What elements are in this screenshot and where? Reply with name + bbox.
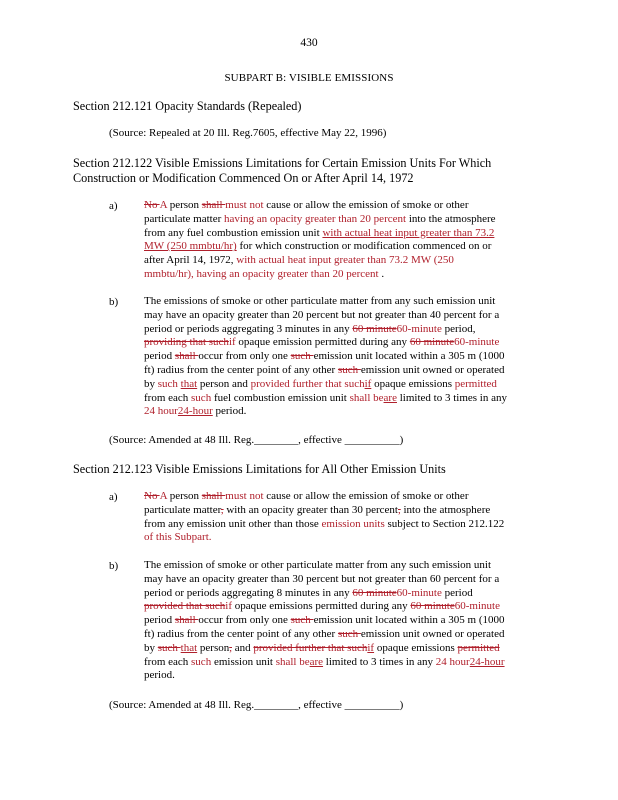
text-run: emission unit: [211, 655, 276, 668]
deleted-text: provided that such: [144, 600, 226, 613]
text-line: [144, 213, 564, 227]
text-run: and: [232, 641, 254, 654]
text-line: [144, 518, 564, 532]
text-run: by: [144, 641, 158, 654]
inserted-text: shall be: [275, 655, 310, 668]
section-212-122-paragraph-b: [144, 295, 564, 419]
text-run: particulate matter: [144, 503, 221, 516]
inserted-text: mmbtu/hr), having an opacity greater than 20 percent: [144, 267, 379, 280]
text-run: after April 14, 1972,: [144, 254, 237, 267]
inserted-text: are: [383, 391, 397, 404]
inserted-text: with actual heat input greater than 73.2: [322, 226, 495, 239]
text-run: period: [144, 614, 175, 627]
text-run: person: [197, 641, 230, 654]
text-run: limited to 3 times in any: [323, 655, 436, 668]
section-212-122-paragraph-a: [144, 199, 564, 282]
text-run: .: [378, 267, 385, 280]
text-line: [144, 559, 564, 573]
inserted-text: if: [367, 641, 375, 654]
inserted-text: must not: [225, 490, 264, 502]
deleted-text: such: [337, 363, 361, 376]
text-line: [144, 227, 564, 241]
text-line: [144, 669, 564, 683]
deleted-text: such: [290, 350, 314, 363]
inserted-text: permitted: [454, 377, 497, 390]
text-line: [144, 628, 564, 642]
text-line: [144, 295, 564, 309]
deleted-text: 60 minute: [410, 600, 455, 613]
inserted-text: are: [309, 655, 324, 668]
deleted-text: provided further that such: [253, 641, 368, 654]
deleted-text: shall: [201, 490, 226, 502]
text-run: period or periods aggregating 3 minutes in any: [144, 322, 353, 335]
text-run: from each: [144, 655, 192, 668]
text-line: [144, 656, 564, 670]
text-run: opaque emissions: [374, 641, 458, 654]
text-line: [144, 254, 564, 268]
inserted-text: MW (250 mmbtu/hr): [144, 240, 237, 253]
inserted-text: of this Subpart.: [144, 531, 212, 544]
text-run: period.: [144, 669, 175, 682]
text-run: fuel combustion emission unit: [211, 391, 350, 404]
paragraph-label: b): [109, 560, 119, 572]
text-run: period: [441, 586, 473, 599]
inserted-text: with actual heat input greater than 73.2 MW (250: [236, 254, 454, 267]
text-run: emission unit located within a 305 m (1000: [313, 614, 505, 627]
deleted-text: ,: [229, 641, 232, 654]
text-line: [144, 364, 564, 378]
text-run: by: [144, 377, 158, 390]
text-line: [144, 336, 564, 350]
inserted-text: 24-hour: [177, 405, 213, 418]
paragraph-label: a): [109, 200, 118, 212]
deleted-text: ,: [397, 503, 401, 516]
text-line: [144, 392, 564, 406]
inserted-text: if: [364, 377, 372, 390]
text-run: period or periods aggregating 8 minutes in any: [144, 586, 353, 599]
text-line: [144, 309, 564, 323]
section-212-123-source: (Source: Amended at 48 Ill. Reg.________, effective __________): [109, 699, 404, 711]
text-run: period,: [441, 322, 476, 335]
text-run: opaque emissions permitted during any: [232, 600, 411, 613]
text-run: occur from only one: [198, 350, 291, 363]
section-212-122-source: (Source: Amended at 48 Ill. Reg.________, effective __________): [109, 434, 404, 446]
deleted-text: such: [337, 627, 361, 640]
text-run: opaque emission permitted during any: [235, 336, 410, 349]
inserted-text: if: [228, 336, 236, 349]
text-run: from any emission unit other than those: [144, 517, 322, 530]
text-run: emission unit located within a 305 m (1000: [313, 350, 505, 363]
text-line: [144, 350, 564, 364]
section-212-123-paragraph-a: [144, 490, 564, 545]
inserted-text: A: [159, 490, 167, 502]
deleted-text: providing that such: [144, 336, 229, 349]
inserted-text: that: [180, 377, 198, 390]
inserted-text: 60-minute: [454, 336, 500, 349]
inserted-text: provided further that such: [250, 377, 365, 390]
section-212-121-source: (Source: Repealed at 20 Ill. Reg.7605, effective May 22, 1996): [109, 127, 387, 139]
section-212-121-heading: Section 212.121 Opacity Standards (Repealed): [73, 99, 302, 113]
text-run: emission unit owned or operated: [360, 363, 505, 376]
text-run: may have an opacity greater than 30 percent but not greater than 60 percent for a: [144, 572, 500, 585]
text-run: from each: [144, 391, 192, 404]
inserted-text: 60-minute: [396, 586, 442, 599]
text-run: occur from only one: [198, 614, 291, 627]
text-run: particulate matter: [144, 212, 225, 225]
inserted-text: having an opacity greater than 20 percent: [224, 212, 407, 225]
text-run: The emission of smoke or other particulate matter from any such emission unit: [144, 559, 492, 571]
text-run: with an opacity greater than 30 percent: [223, 503, 398, 516]
text-line: [144, 199, 564, 213]
paragraph-label: a): [109, 491, 118, 503]
text-line: [144, 642, 564, 656]
deleted-text: shall: [174, 614, 199, 627]
text-run: into the atmosphere: [406, 212, 496, 225]
text-run: emission unit owned or operated: [360, 627, 505, 640]
text-run: The emissions of smoke or other particulate matter from any such emission unit: [144, 295, 496, 307]
section-212-122-heading: [73, 156, 573, 185]
text-run: from any fuel combustion emission unit: [144, 226, 323, 239]
text-line: [144, 600, 564, 614]
inserted-text: such: [191, 391, 212, 404]
text-line: [144, 587, 564, 601]
inserted-text: that: [180, 641, 198, 654]
text-run: for which construction or modification commenced on or: [236, 240, 492, 253]
inserted-text: 24-hour: [469, 655, 505, 668]
text-line: [144, 490, 564, 504]
inserted-text: shall be: [349, 391, 384, 404]
deleted-text: No: [144, 490, 160, 502]
text-run: ft) radius from the center point of any other: [144, 627, 338, 640]
heading-line: Construction or Modification Commenced On or After April 14, 1972: [73, 170, 414, 185]
text-line: [144, 573, 564, 587]
deleted-text: 60 minute: [352, 322, 397, 335]
paragraph-label: b): [109, 296, 119, 308]
text-line: [144, 614, 564, 628]
text-line: [144, 405, 564, 419]
text-run: cause or allow the emission of smoke or other: [263, 199, 469, 211]
text-run: opaque emissions: [371, 377, 455, 390]
inserted-text: emission units: [321, 517, 385, 530]
text-run: subject to Section 212.122: [384, 517, 505, 530]
inserted-text: 60-minute: [454, 600, 500, 613]
inserted-text: such: [157, 377, 181, 390]
deleted-text: ,: [220, 503, 224, 516]
deleted-text: shall: [201, 199, 226, 211]
text-run: cause or allow the emission of smoke or other: [263, 490, 469, 502]
text-line: [144, 240, 564, 254]
deleted-text: 60 minute: [409, 336, 455, 349]
inserted-text: 24 hour: [144, 405, 178, 418]
text-run: limited to 3 times in any: [396, 391, 507, 404]
text-run: period.: [212, 405, 247, 418]
text-run: ft) radius from the center point of any other: [144, 363, 338, 376]
text-line: [144, 323, 564, 337]
text-run: person and: [197, 377, 251, 390]
inserted-text: 60-minute: [396, 322, 442, 335]
section-212-123-paragraph-b: [144, 559, 564, 683]
section-212-123-heading: Section 212.123 Visible Emissions Limitations for All Other Emission Units: [73, 462, 446, 476]
inserted-text: must not: [225, 199, 264, 211]
deleted-text: No: [144, 199, 160, 211]
deleted-text: such: [290, 614, 314, 627]
text-run: may have an opacity greater than 20 percent but not greater than 40 percent for a: [144, 308, 500, 321]
inserted-text: 24 hour: [435, 655, 470, 668]
deleted-text: such: [157, 641, 181, 654]
inserted-text: if: [225, 600, 232, 613]
text-line: [144, 268, 564, 282]
text-line: [144, 504, 564, 518]
text-run: person: [166, 199, 202, 211]
inserted-text: such: [191, 655, 212, 668]
subpart-title: SUBPART B: VISIBLE EMISSIONS: [224, 72, 394, 84]
deleted-text: shall: [174, 350, 199, 363]
inserted-text: A: [159, 199, 167, 211]
text-run: period: [144, 350, 175, 363]
heading-line: Section 212.122 Visible Emissions Limitations for Certain Emission Units For Which: [73, 156, 492, 170]
text-line: [144, 378, 564, 392]
text-line: [144, 531, 564, 545]
text-run: person: [166, 490, 202, 502]
deleted-text: permitted: [457, 641, 500, 654]
page-number: 430: [300, 37, 318, 49]
deleted-text: 60 minute: [352, 586, 397, 599]
text-run: into the atmosphere: [400, 503, 491, 516]
